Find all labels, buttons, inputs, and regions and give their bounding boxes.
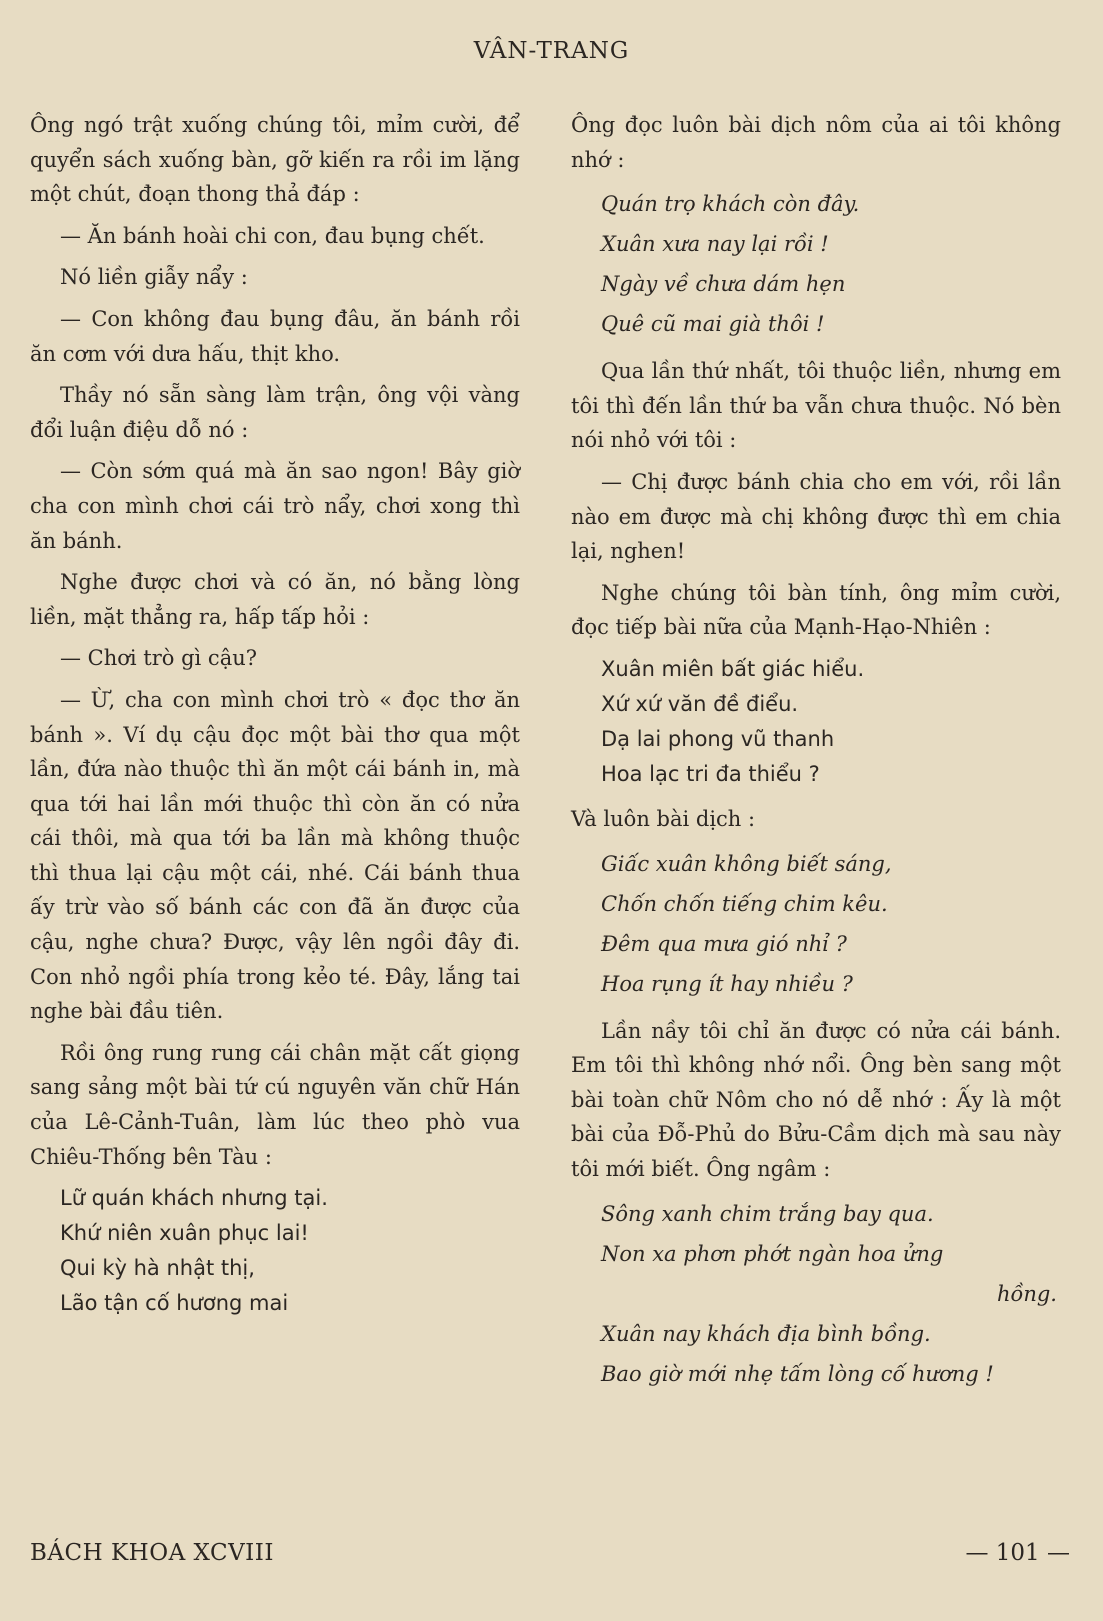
paragraph: — Còn sớm quá mà ăn sao ngon! Bây giờ cha con mình chơi cái trò nẩy, chơi xong thì ăn bánh.: [30, 459, 520, 553]
translation-verse: [601, 1194, 1061, 1394]
verse-line: Sông xanh chim trắng bay qua.: [601, 1201, 934, 1226]
poem-line: Xuân miên bất giác hiểu.: [601, 656, 865, 681]
verse-line: Bao giờ mới nhẹ tấm lòng cố hương !: [601, 1361, 994, 1386]
verse-line: hồng.: [996, 1281, 1057, 1306]
translation-verse: [601, 844, 1061, 1004]
right-column: [571, 108, 1061, 1404]
han-poem: [601, 652, 1061, 792]
magazine-name: BÁCH KHOA XCVIII: [30, 1540, 274, 1566]
poem-line: Khứ niên xuân phục lai!: [60, 1221, 309, 1246]
translation-verse: [601, 184, 1061, 344]
verse-line: Non xa phơn phớt ngàn hoa ửng: [601, 1241, 944, 1266]
paragraph: Ông ngó trật xuống chúng tôi, mỉm cười, để quyển sách xuống bàn, gỡ kiến ra rồi im lặng một chút, đoạn thong thả đáp :: [30, 113, 520, 207]
paragraph: — Con không đau bụng đâu, ăn bánh rồi ăn cơm với dưa hấu, thịt kho.: [30, 306, 520, 366]
han-poem: [60, 1181, 520, 1321]
poem-line: Hoa lạc tri đa thiểu ?: [601, 761, 820, 786]
paragraph: Nghe chúng tôi bàn tính, ông mỉm cười, đọc tiếp bài nữa của Mạnh-Hạo-Nhiên :: [571, 580, 1061, 640]
left-column: [30, 108, 520, 1331]
paragraph: — Chị được bánh chia cho em với, rồi lần nào em được mà chị không được thì em chia lại, nghen!: [571, 469, 1061, 564]
paragraph: — Ừ, cha con mình chơi trò « đọc thơ ăn bánh ». Ví dụ cậu đọc một bài thơ qua một lần, đứa nào thuộc thì ăn một cái bánh in, mà qua tới hai lần mới thuộc thì còn ăn có nửa cái thôi, mà qua tới ba lần mà không thuộc thì thua lại cậu một cái, nhé. Cái bánh thua ấy trừ vào số bánh các con đã ăn được của cậu, nghe chưa? Được, vậy lên ngồi đây đi. Con nhỏ ngồi phía trong kẻo té. Đây, lắng tai nghe bài đầu tiên.: [30, 687, 520, 1024]
paragraph: Rồi ông rung rung cái chân mặt cất giọng sang sảng một bài tứ cú nguyên văn chữ Hán của Lê-Cảnh-Tuân, làm lúc theo phò vua Chiêu-Thống bên Tàu :: [30, 1040, 520, 1169]
paragraph: — Chơi trò gì cậu?: [60, 646, 257, 671]
paragraph: Thầy nó sẵn sàng làm trận, ông vội vàng đổi luận điệu dỗ nó :: [30, 383, 520, 442]
paragraph: Lần nầy tôi chỉ ăn được có nửa cái bánh. Em tôi thì không nhớ nổi. Ông bèn sang một bài toàn chữ Nôm cho nó dễ nhớ : Ấy là một bài của Đỗ-Phủ do Bửu-Cầm dịch mà sau này tôi mới biết. Ông ngâm :: [571, 1018, 1061, 1181]
poem-line: Dạ lai phong vũ thanh: [601, 726, 835, 751]
verse-line: Ngày về chưa dám hẹn: [601, 272, 846, 297]
page-number: — 101 —: [965, 1540, 1070, 1566]
poem-line: Qui kỳ hà nhật thị,: [60, 1256, 255, 1281]
running-header: VÂN-TRANG: [473, 38, 630, 64]
verse-line: Quán trọ khách còn đây.: [601, 192, 860, 217]
verse-line: Xuân nay khách địa bình bồng.: [601, 1321, 931, 1346]
verse-line: Giấc xuân không biết sáng,: [601, 851, 892, 876]
poem-line: Xứ xứ văn đề điểu.: [601, 691, 799, 716]
paragraph: Nghe được chơi và có ăn, nó bằng lòng liền, mặt thẳng ra, hấp tấp hỏi :: [30, 570, 520, 629]
paragraph: Nó liền giẫy nẩy :: [60, 265, 248, 290]
verse-line: Quê cũ mai già thôi !: [601, 312, 825, 337]
verse-line: Hoa rụng ít hay nhiều ?: [601, 971, 853, 996]
paragraph: Qua lần thứ nhất, tôi thuộc liền, nhưng em tôi thì đến lần thứ ba vẫn chưa thuộc. Nó bèn nói nhỏ với tôi :: [571, 359, 1061, 453]
verse-line: Chốn chốn tiếng chim kêu.: [601, 891, 888, 916]
paragraph: Ông đọc luôn bài dịch nôm của ai tôi không nhớ :: [571, 113, 1061, 172]
poem-line: Lão tận cố hương mai: [60, 1291, 289, 1316]
paragraph: — Ăn bánh hoài chi con, đau bụng chết.: [60, 223, 485, 248]
verse-line: Đêm qua mưa gió nhỉ ?: [601, 931, 847, 956]
poem-line: Lữ quán khách nhưng tại.: [60, 1186, 328, 1211]
paragraph: Và luôn bài dịch :: [571, 806, 756, 831]
verse-line: Xuân xưa nay lại rồi !: [601, 232, 829, 257]
